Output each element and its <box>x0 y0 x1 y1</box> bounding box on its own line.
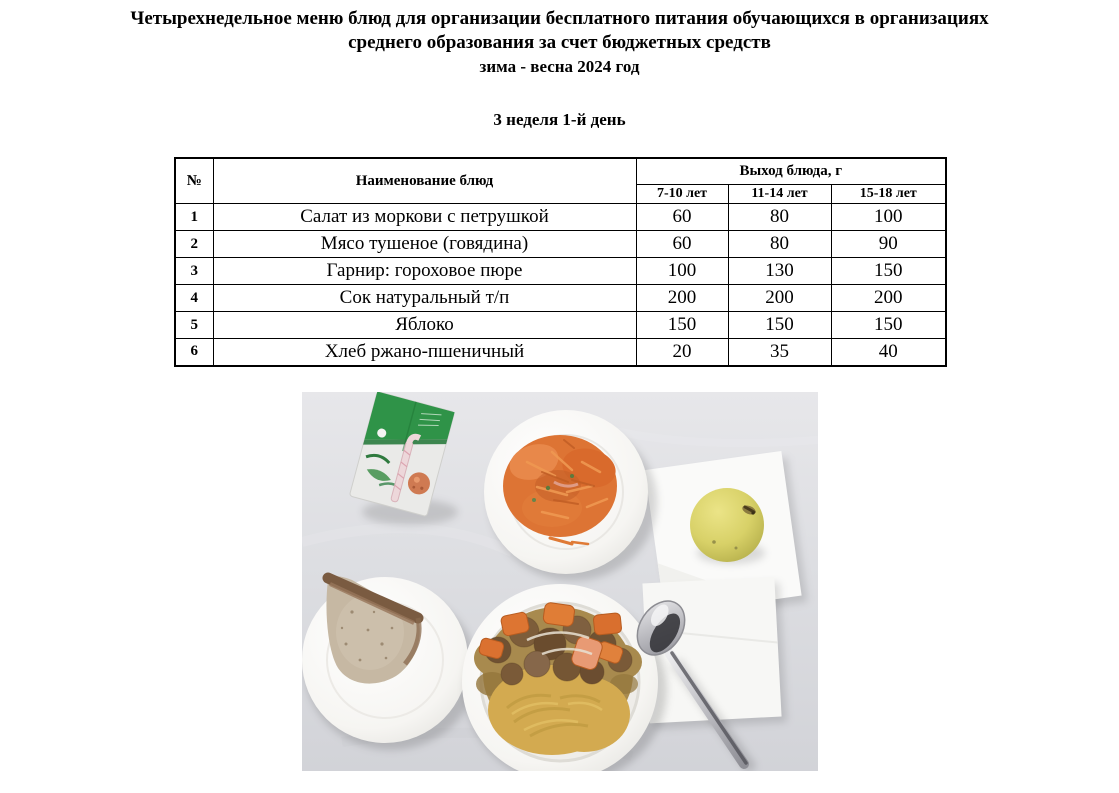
table-header-row-1 <box>175 158 946 185</box>
cell-dish-name: Гарнир: гороховое пюре <box>213 258 636 285</box>
cell-dish-name: Яблоко <box>213 312 636 339</box>
cell-portion-15-18: 200 <box>831 285 946 312</box>
cell-dish-name: Сок натуральный т/п <box>213 285 636 312</box>
day-heading: 3 неделя 1-й день <box>493 110 626 129</box>
cell-portion-7-10: 20 <box>636 339 728 366</box>
col-header-age-7-10: 7-10 лет <box>636 185 728 204</box>
cell-portion-11-14: 150 <box>728 312 831 339</box>
cell-portion-7-10: 150 <box>636 312 728 339</box>
cell-portion-15-18: 100 <box>831 204 946 231</box>
title-line-1: Четырехнедельное меню блюд для организации бесплатного питания обучающихся в организациях <box>130 8 989 29</box>
title-line-2: среднего образования за счет бюджетных средств <box>348 32 771 53</box>
col-header-dish-name: Наименование блюд <box>213 158 636 204</box>
cell-row-number: 4 <box>175 285 213 312</box>
col-header-number: № <box>175 158 213 204</box>
cell-portion-11-14: 80 <box>728 204 831 231</box>
cell-portion-7-10: 200 <box>636 285 728 312</box>
table-row <box>175 204 946 231</box>
col-header-age-11-14: 11-14 лет <box>728 185 831 204</box>
col-header-output-group: Выход блюда, г <box>636 158 946 185</box>
table-row <box>175 339 946 366</box>
cell-dish-name: Мясо тушеное (говядина) <box>213 231 636 258</box>
cell-dish-name: Салат из моркови с петрушкой <box>213 204 636 231</box>
cell-row-number: 2 <box>175 231 213 258</box>
cell-portion-7-10: 60 <box>636 204 728 231</box>
col-header-age-15-18: 15-18 лет <box>831 185 946 204</box>
cell-portion-11-14: 35 <box>728 339 831 366</box>
table-row <box>175 258 946 285</box>
cell-portion-7-10: 100 <box>636 258 728 285</box>
document-title <box>0 7 1119 79</box>
cell-row-number: 1 <box>175 204 213 231</box>
cell-portion-15-18: 90 <box>831 231 946 258</box>
table-row <box>175 312 946 339</box>
cell-portion-15-18: 40 <box>831 339 946 366</box>
cell-portion-11-14: 200 <box>728 285 831 312</box>
menu-table <box>174 157 947 367</box>
cell-row-number: 5 <box>175 312 213 339</box>
cell-dish-name: Хлеб ржано-пшеничный <box>213 339 636 366</box>
cell-portion-15-18: 150 <box>831 258 946 285</box>
cell-row-number: 6 <box>175 339 213 366</box>
cell-portion-7-10: 60 <box>636 231 728 258</box>
cell-portion-11-14: 130 <box>728 258 831 285</box>
table-row <box>175 231 946 258</box>
cell-portion-11-14: 80 <box>728 231 831 258</box>
season-line: зима - весна 2024 год <box>479 57 640 76</box>
cell-portion-15-18: 150 <box>831 312 946 339</box>
table-row <box>175 285 946 312</box>
cell-row-number: 3 <box>175 258 213 285</box>
meal-photo <box>302 392 818 771</box>
